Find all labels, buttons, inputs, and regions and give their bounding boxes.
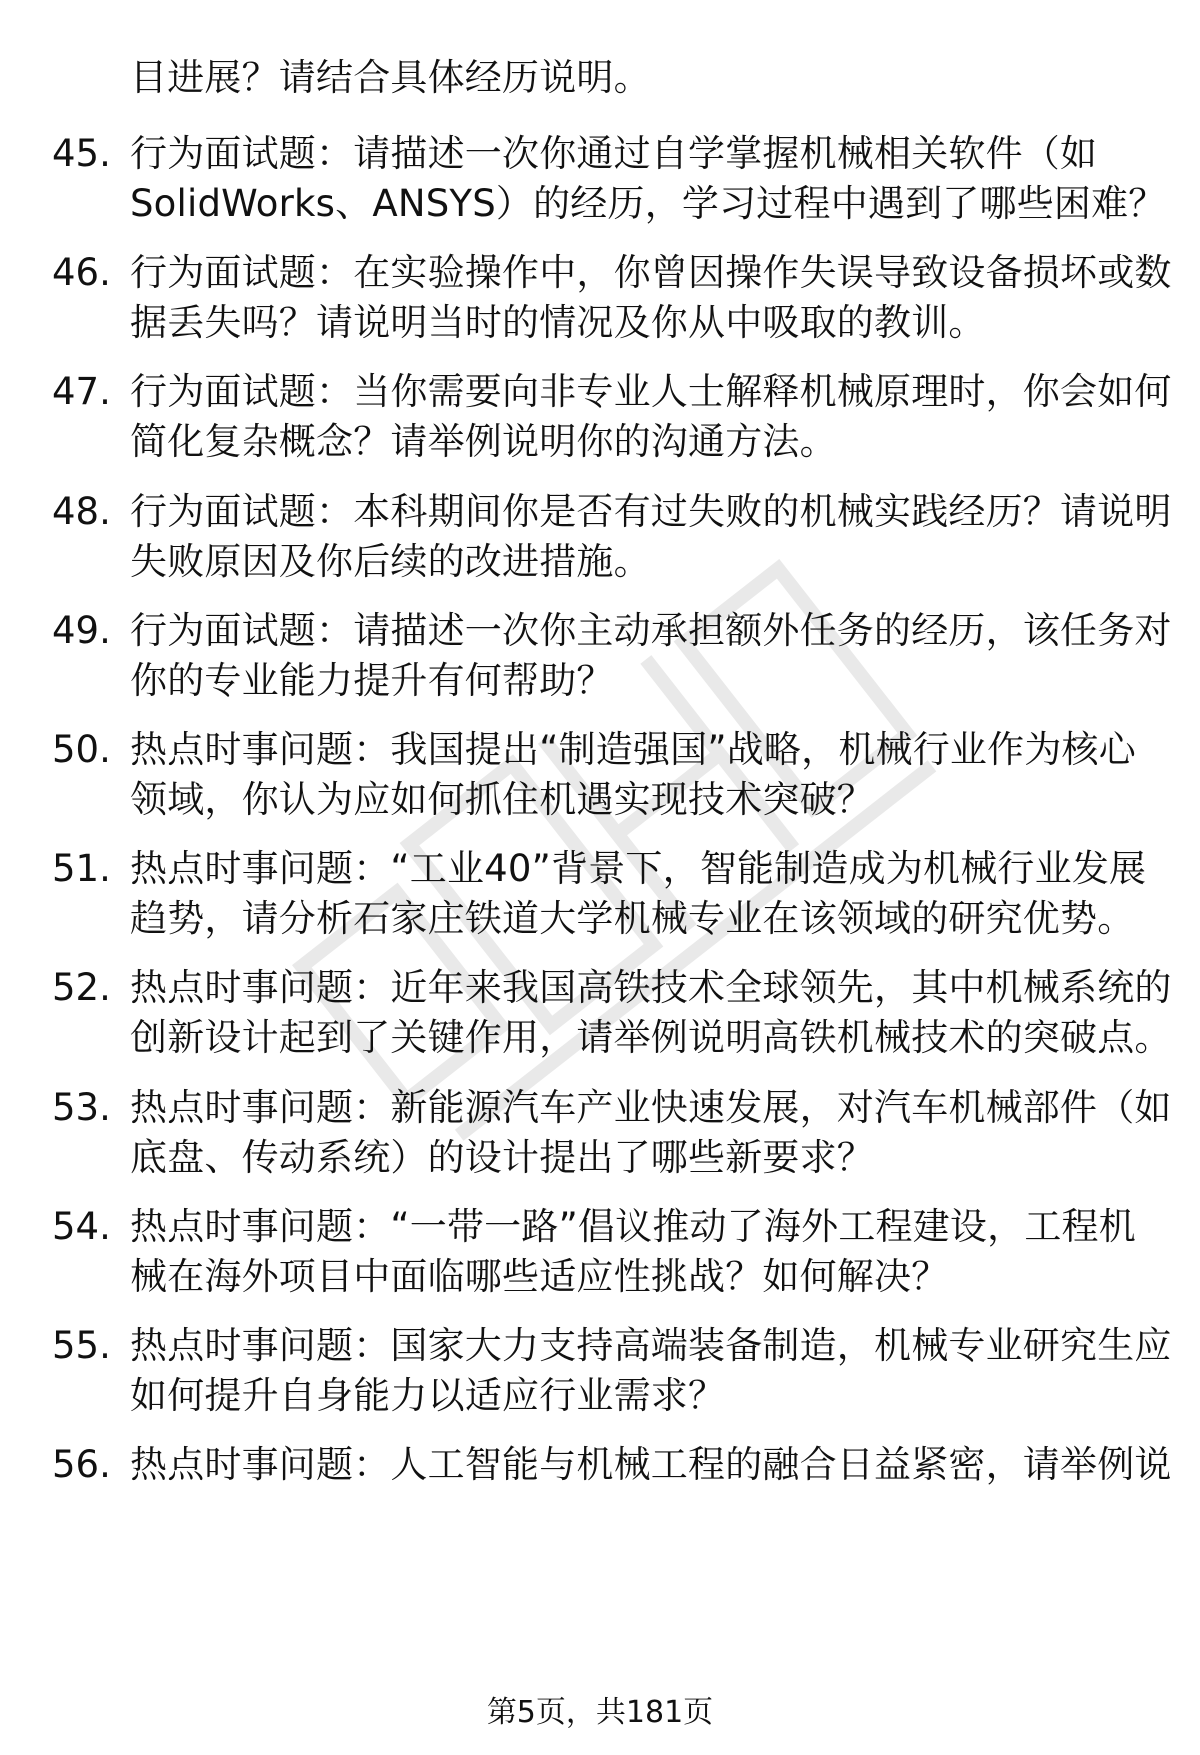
question-text-line-1: 热点时事问题：国家大力支持高端装备制造，机械专业研究生应 xyxy=(130,1324,1172,1367)
question-text-line-2: SolidWorks、ANSYS）的经历，学习过程中遇到了哪些困难？ xyxy=(130,182,1166,225)
question-number: 51. xyxy=(52,847,111,890)
question-number: 56. xyxy=(52,1443,111,1486)
question-number: 53. xyxy=(52,1086,111,1129)
question-text-line-2: 据丢失吗？请说明当时的情况及你从中吸取的教训。 xyxy=(130,301,986,344)
question-text-line-1: 行为面试题：当你需要向非专业人士解释机械原理时，你会如何 xyxy=(130,370,1172,413)
question-text-line-1: 热点时事问题：人工智能与机械工程的融合日益紧密，请举例说 xyxy=(130,1443,1172,1486)
question-text-line-1: 热点时事问题：近年来我国高铁技术全球领先，其中机械系统的 xyxy=(130,966,1172,1009)
question-text-line-2: 领域，你认为应如何抓住机遇实现技术突破？ xyxy=(130,778,874,821)
question-text-line-1: 行为面试题：请描述一次你主动承担额外任务的经历，该任务对 xyxy=(130,609,1172,652)
question-text-line-1: 行为面试题：请描述一次你通过自学掌握机械相关软件（如 xyxy=(130,132,1098,175)
question-text-line-2: 械在海外项目中面临哪些适应性挑战？如何解决？ xyxy=(130,1255,949,1298)
question-text-line-1: 行为面试题：本科期间你是否有过失败的机械实践经历？请说明 xyxy=(130,490,1172,533)
question-number: 46. xyxy=(52,251,111,294)
question-text-line-2: 简化复杂概念？请举例说明你的沟通方法。 xyxy=(130,420,837,463)
question-text-line-2: 趋势，请分析石家庄铁道大学机械专业在该领域的研究优势。 xyxy=(130,897,1135,940)
question-number: 48. xyxy=(52,490,111,533)
question-text-line-1: 热点时事问题：我国提出“制造强国”战略，机械行业作为核心 xyxy=(130,728,1136,771)
question-number: 45. xyxy=(52,132,111,175)
question-number: 49. xyxy=(52,609,111,652)
question-number: 54. xyxy=(52,1205,111,1248)
question-text-line-1: 热点时事问题：新能源汽车产业快速发展，对汽车机械部件（如 xyxy=(130,1086,1172,1129)
question-text-line-1: 热点时事问题：“工业40”背景下，智能制造成为机械行业发展 xyxy=(130,847,1147,890)
continuation-text: 目进展？请结合具体经历说明。 xyxy=(130,56,651,99)
question-number: 47. xyxy=(52,370,111,413)
question-number: 50. xyxy=(52,728,111,771)
question-number: 52. xyxy=(52,966,111,1009)
question-text-line-1: 行为面试题：在实验操作中，你曾因操作失误导致设备损坏或数 xyxy=(130,251,1172,294)
question-number: 55. xyxy=(52,1324,111,1367)
page-number: 第5页，共181页 xyxy=(486,1695,714,1730)
question-text-line-2: 你的专业能力提升有何帮助？ xyxy=(130,659,614,702)
question-text-line-2: 创新设计起到了关键作用，请举例说明高铁机械技术的突破点。 xyxy=(130,1016,1172,1059)
question-text-line-2: 如何提升自身能力以适应行业需求？ xyxy=(130,1374,726,1417)
question-text-line-1: 热点时事问题：“一带一路”倡议推动了海外工程建设，工程机 xyxy=(130,1205,1136,1248)
question-text-line-2: 失败原因及你后续的改进措施。 xyxy=(130,540,651,583)
question-text-line-2: 底盘、传动系统）的设计提出了哪些新要求？ xyxy=(130,1136,874,1179)
